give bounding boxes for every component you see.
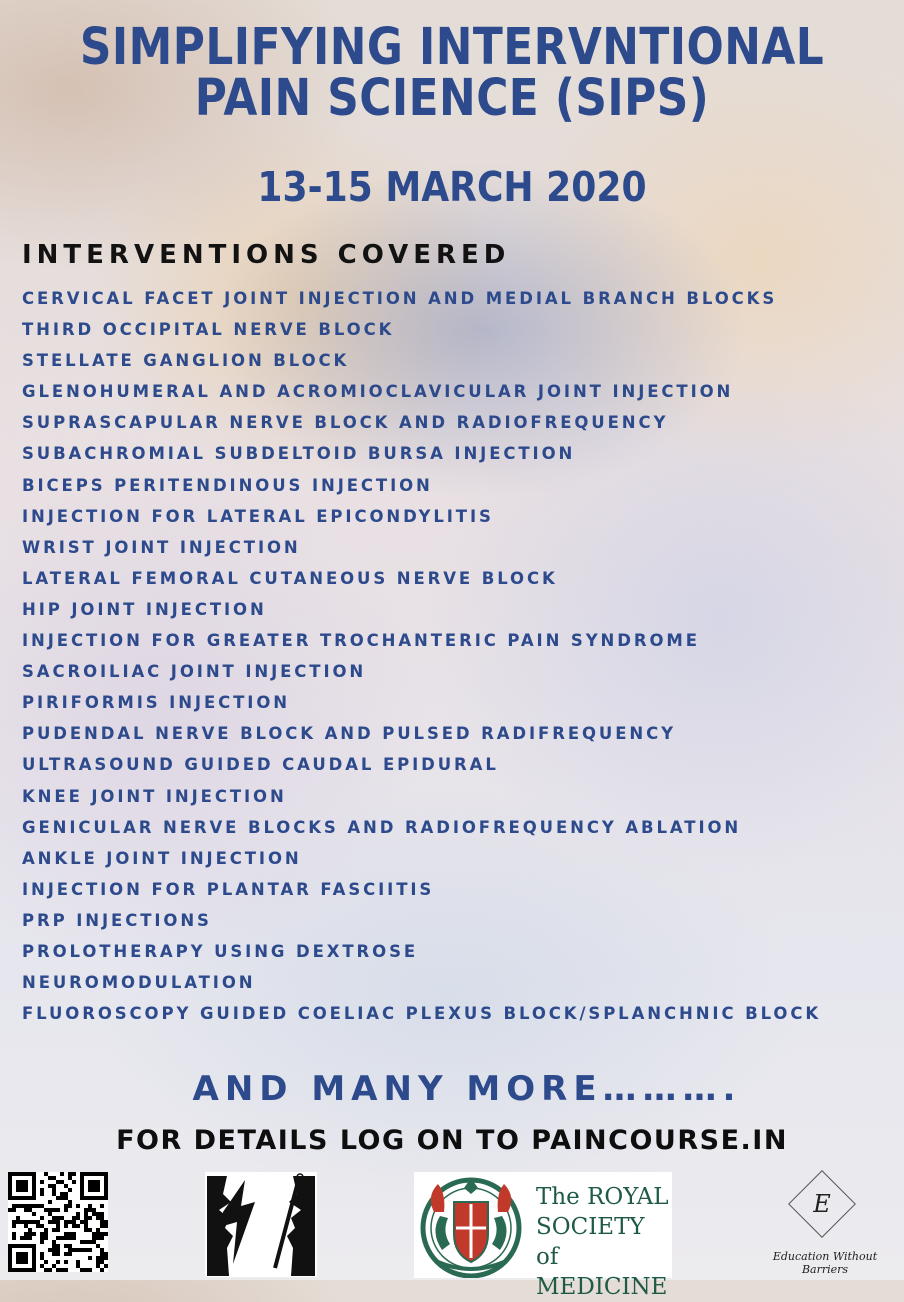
- rsm-line-2: SOCIETY of: [536, 1214, 645, 1270]
- intervention-item: ULTRASOUND GUIDED CAUDAL EPIDURAL: [22, 755, 499, 775]
- details-link-text: FOR DETAILS LOG ON TO PAINCOURSE.IN: [116, 1125, 788, 1156]
- intervention-item: SUBACHROMIAL SUBDELTOID BURSA INJECTION: [22, 444, 576, 464]
- intervention-item: PROLOTHERAPY USING DEXTROSE: [22, 941, 419, 961]
- intervention-item: ANKLE JOINT INJECTION: [22, 848, 302, 868]
- event-title: [63, 18, 840, 128]
- intervention-item: CERVICAL FACET JOINT INJECTION AND MEDIAL BRANCH BLOCKS: [22, 289, 778, 308]
- royal-society-wordmark: [536, 1182, 670, 1302]
- intervention-item: BICEPS PERITENDINOUS INJECTION: [22, 475, 433, 495]
- ewb-caption: Education Without Barriers: [772, 1250, 878, 1276]
- intervention-item: SACROILIAC JOINT INJECTION: [22, 662, 367, 682]
- intervention-item: HIP JOINT INJECTION: [22, 599, 267, 619]
- qr-code-icon[interactable]: [8, 1172, 108, 1272]
- many-more-text: AND MANY MORE……….: [192, 1069, 742, 1109]
- intervention-item: PRP INJECTIONS: [22, 910, 212, 930]
- royal-society-crest-icon: [416, 1172, 526, 1278]
- interventions-list: [22, 286, 821, 1032]
- intervention-item: PIRIFORMIS INJECTION: [22, 693, 290, 713]
- intervention-item: THIRD OCCIPITAL NERVE BLOCK: [22, 320, 395, 340]
- event-date: 13-15 MARCH 2020: [257, 163, 647, 211]
- rsm-line-3: MEDICINE: [536, 1274, 668, 1300]
- intervention-item: INJECTION FOR LATERAL EPICONDYLITIS: [22, 506, 494, 526]
- intervention-item: SUPRASCAPULAR NERVE BLOCK AND RADIOFREQUENCY: [22, 413, 669, 433]
- intervention-item: KNEE JOINT INJECTION: [22, 786, 287, 806]
- intervention-item: GLENOHUMERAL AND ACROMIOCLAVICULAR JOINT INJECTION: [22, 382, 734, 402]
- intervention-item: INJECTION FOR PLANTAR FASCIITIS: [22, 879, 435, 899]
- intervention-item: NEUROMODULATION: [22, 973, 256, 993]
- intervention-item: GENICULAR NERVE BLOCKS AND RADIOFREQUENCY ABLATION: [22, 817, 742, 837]
- intervention-item: FLUOROSCOPY GUIDED COELIAC PLEXUS BLOCK/SPLANCHNIC BLOCK: [22, 1004, 822, 1024]
- title-line-1: SIMPLIFYING INTERVNTIONAL: [79, 18, 825, 77]
- intervention-item: INJECTION FOR GREATER TROCHANTERIC PAIN SYNDROME: [22, 631, 700, 651]
- ewb-letter: E: [813, 1190, 831, 1218]
- education-without-barriers-logo-icon: [750, 1172, 900, 1276]
- faces-logo-icon: [205, 1172, 317, 1277]
- title-line-2: PAIN SCIENCE (SIPS): [194, 69, 710, 128]
- royal-society-logo: [414, 1172, 672, 1300]
- rsm-line-1: The ROYAL: [536, 1184, 669, 1210]
- intervention-item: WRIST JOINT INJECTION: [22, 537, 301, 557]
- interventions-heading: INTERVENTIONS COVERED: [22, 240, 511, 270]
- intervention-item: STELLATE GANGLION BLOCK: [22, 351, 350, 371]
- intervention-item: LATERAL FEMORAL CUTANEOUS NERVE BLOCK: [22, 568, 558, 588]
- intervention-item: PUDENDAL NERVE BLOCK AND PULSED RADIFREQUENCY: [22, 724, 676, 744]
